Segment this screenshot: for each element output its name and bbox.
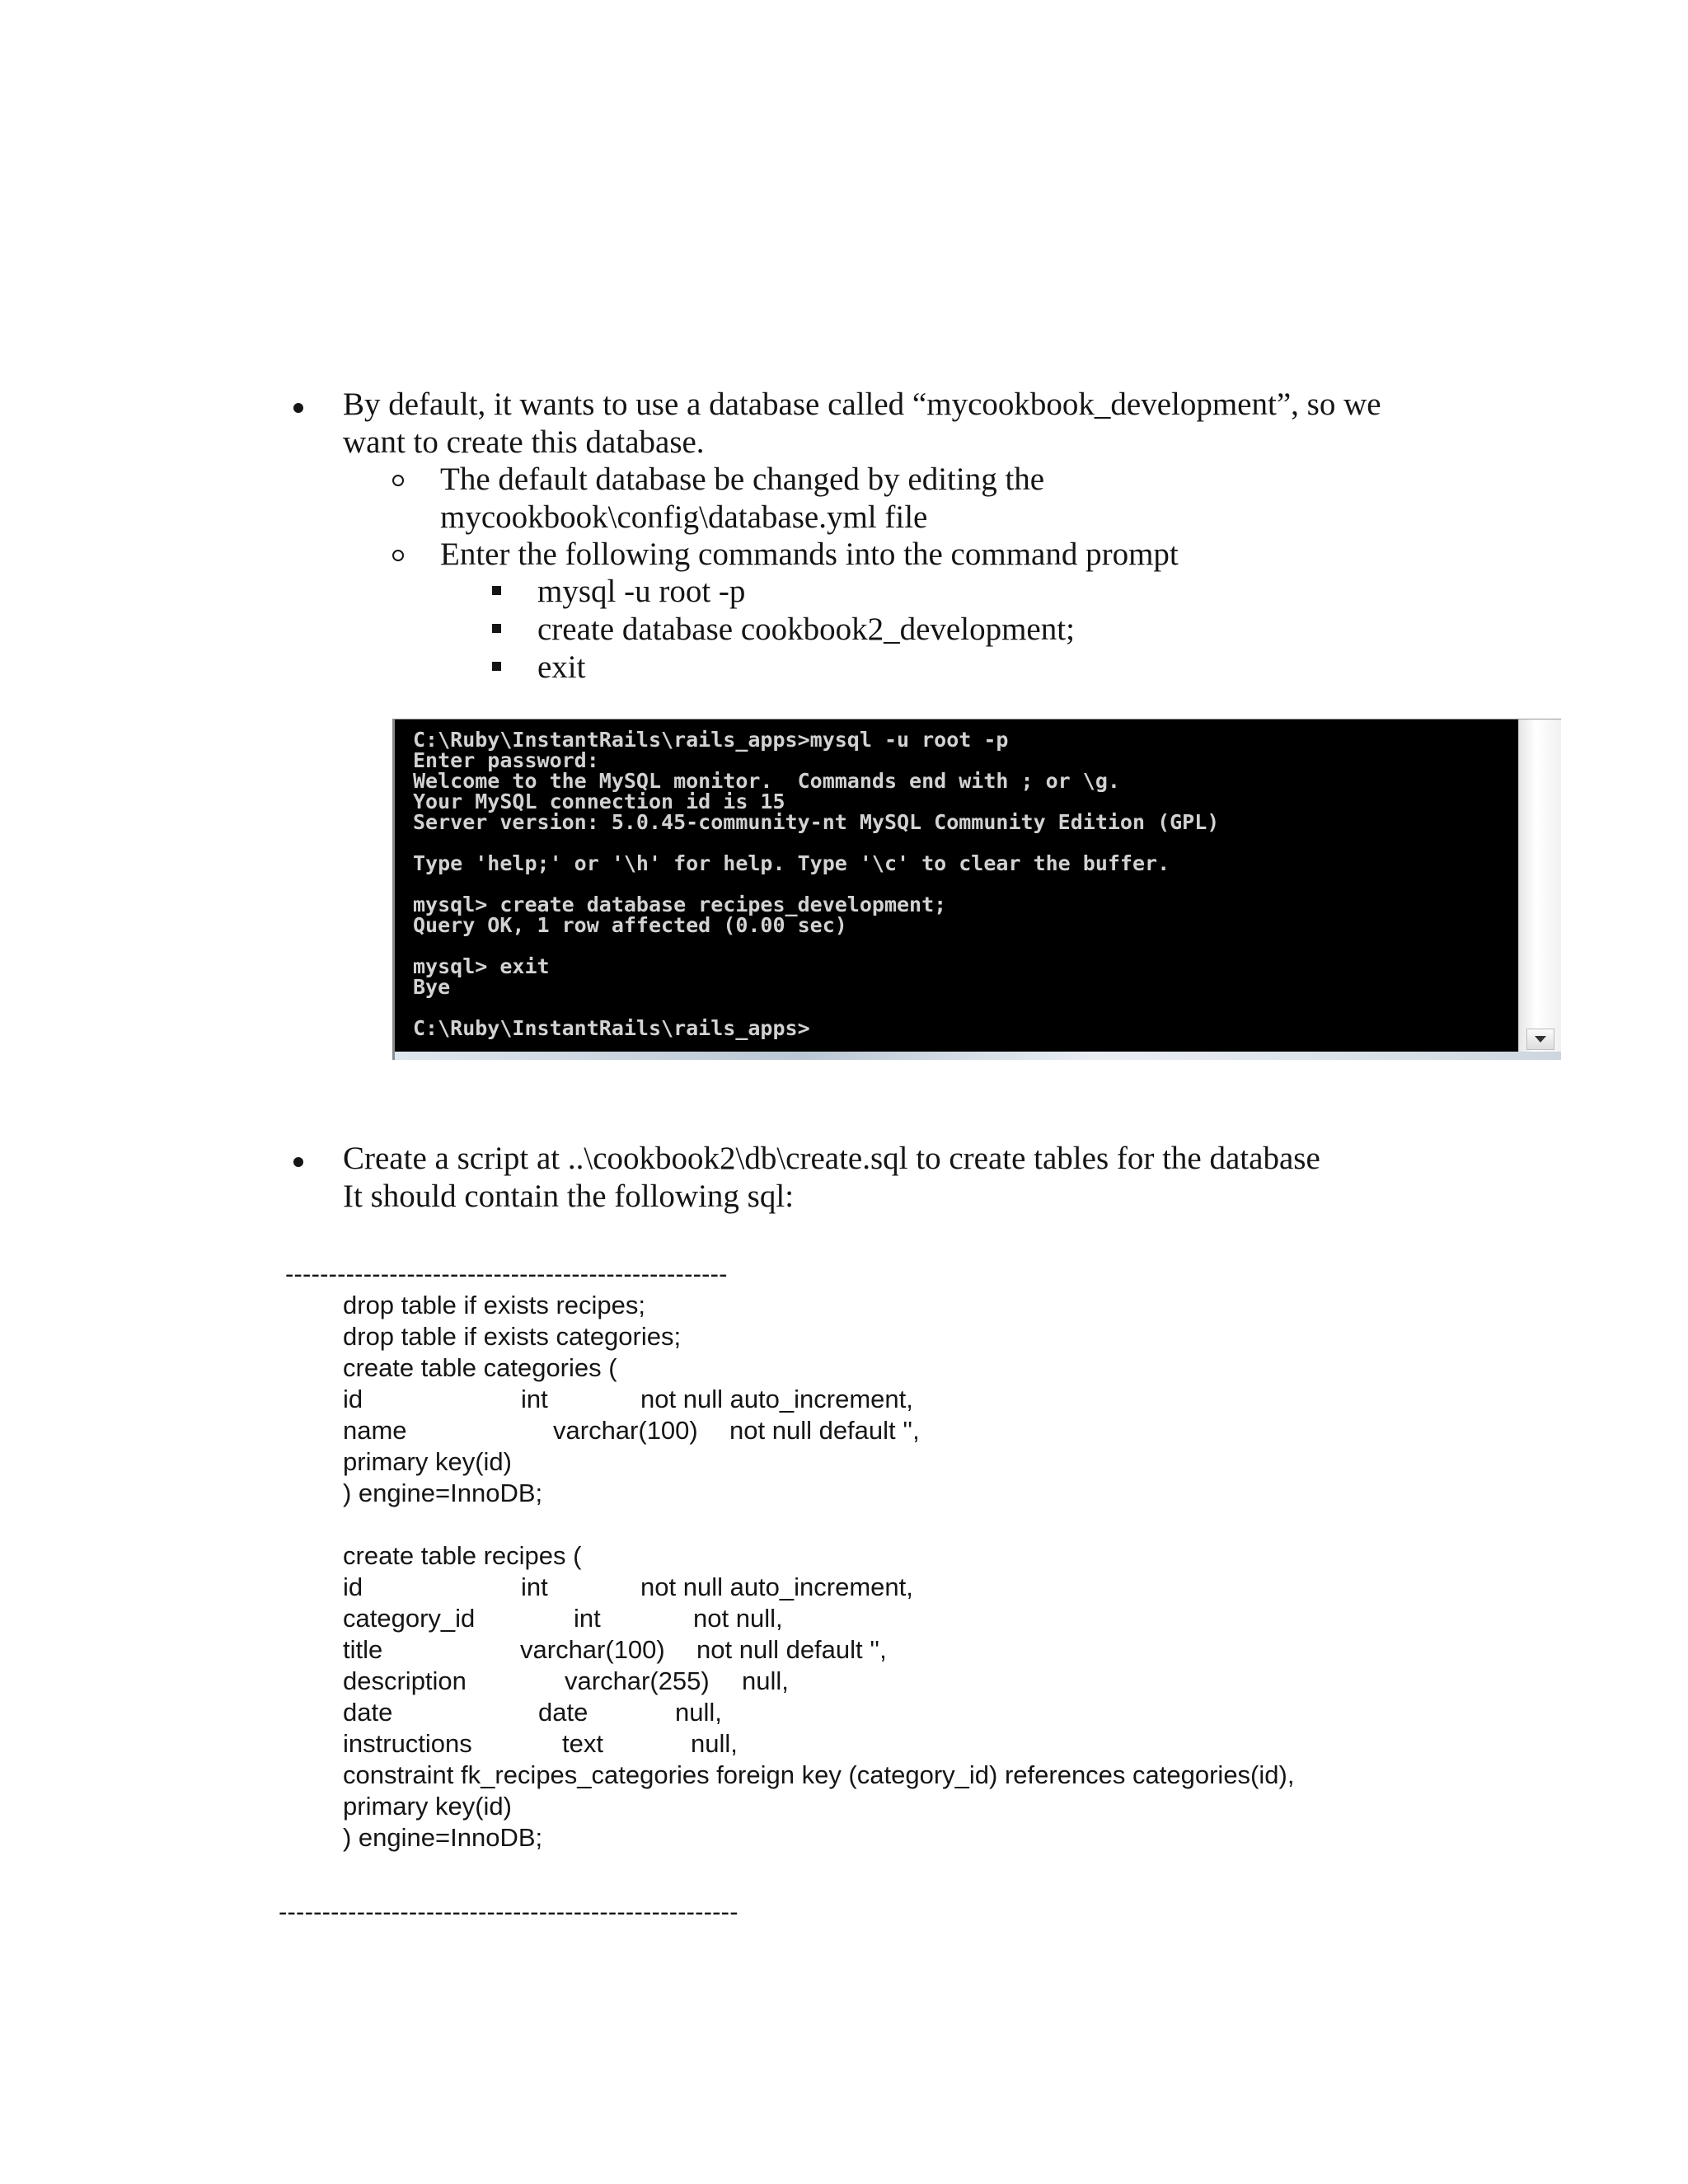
sql-foreign-key-constraint: constraint fk_recipes_categories foreign key (category_id) references categories(id), (343, 1760, 1295, 1789)
script-line-1: Create a script at ..\cookbook2\db\create.sql to create tables for the database (343, 1141, 1320, 1176)
command-3: exit (537, 649, 586, 685)
sql-column-name: name (343, 1416, 407, 1445)
bullet-square (492, 662, 501, 671)
terminal-line: Server version: 5.0.45-community-nt MySQL Community Edition (GPL) (413, 810, 1220, 834)
bullet-circle (392, 550, 404, 561)
sql-column-type: varchar(100) (520, 1635, 665, 1664)
terminal-line: mysql> exit (413, 954, 550, 978)
command-2: create database cookbook2_development; (537, 612, 1075, 647)
sql-column-type: int (574, 1604, 601, 1633)
sql-recipes-engine: ) engine=InnoDB; (343, 1823, 543, 1852)
command-prompt-screenshot (392, 719, 1561, 1060)
sql-column-type: varchar(255) (565, 1666, 710, 1695)
terminal-line: C:\Ruby\InstantRails\rails_apps>mysql -u root -p (413, 728, 1009, 752)
command-1: mysql -u root -p (537, 574, 746, 609)
bullet-disc (293, 403, 303, 413)
separator-bottom: ----------------------------------------------------- (279, 1897, 738, 1926)
bullet-square (492, 586, 501, 595)
bullet-square (492, 624, 501, 633)
subpoint-1-line-2: mycookbook\config\database.yml file (440, 499, 928, 535)
sql-column-type: varchar(100) (553, 1416, 698, 1445)
sql-column-name: description (343, 1666, 467, 1695)
sql-drop-recipes: drop table if exists recipes; (343, 1291, 646, 1319)
bullet-circle (392, 475, 404, 486)
sql-column-name: instructions (343, 1729, 472, 1758)
sql-create-recipes: create table recipes ( (343, 1541, 582, 1570)
sql-categories-primary-key: primary key(id) (343, 1447, 512, 1476)
sql-drop-categories: drop table if exists categories; (343, 1322, 682, 1351)
terminal-line: Welcome to the MySQL monitor. Commands end with ; or \g. (413, 769, 1120, 793)
intro-line-2: want to create this database. (343, 424, 705, 460)
sql-column-name: category_id (343, 1604, 476, 1633)
scroll-down-button (1526, 1029, 1554, 1050)
bullet-disc (293, 1157, 303, 1167)
terminal-line: Bye (413, 975, 451, 999)
sql-column-type: int (521, 1385, 548, 1413)
intro-line-1: By default, it wants to use a database called “mycookbook_development”, so we (343, 387, 1381, 422)
sql-column-type: date (538, 1698, 588, 1727)
terminal-line: Your MySQL connection id is 15 (413, 790, 785, 813)
terminal-line: Type 'help;' or '\h' for help. Type '\c' to clear the buffer. (413, 851, 1170, 875)
sql-column-constraint: null, (675, 1698, 722, 1727)
terminal-line: mysql> create database recipes_development; (413, 893, 947, 916)
sql-column-name: id (343, 1572, 363, 1601)
sql-column-constraint: not null auto_increment, (640, 1385, 913, 1413)
terminal-scrollbar (1518, 719, 1561, 1060)
script-line-2: It should contain the following sql: (343, 1179, 795, 1214)
sql-column-constraint: not null, (693, 1604, 783, 1633)
terminal-window-frame (395, 1052, 1561, 1060)
terminal-line: Query OK, 1 row affected (0.00 sec) (413, 913, 847, 937)
terminal-line: Enter password: (413, 748, 599, 772)
sql-recipes-primary-key: primary key(id) (343, 1792, 512, 1821)
chevron-down-icon (1535, 1036, 1546, 1043)
separator-top: --------------------------------------------------- (285, 1259, 728, 1288)
sql-column-constraint: null, (691, 1729, 738, 1758)
sql-column-name: id (343, 1385, 363, 1413)
subpoint-1-line-1: The default database be changed by editing the (440, 462, 1045, 497)
terminal-line: C:\Ruby\InstantRails\rails_apps> (413, 1016, 810, 1040)
sql-column-type: int (521, 1572, 548, 1601)
sql-create-categories: create table categories ( (343, 1353, 617, 1382)
sql-categories-engine: ) engine=InnoDB; (343, 1479, 543, 1507)
sql-column-name: date (343, 1698, 393, 1727)
sql-column-name: title (343, 1635, 383, 1664)
sql-column-type: text (562, 1729, 603, 1758)
subpoint-2: Enter the following commands into the command prompt (440, 537, 1179, 572)
sql-column-constraint: not null default '', (729, 1416, 920, 1445)
sql-column-constraint: not null auto_increment, (640, 1572, 913, 1601)
sql-column-constraint: null, (742, 1666, 789, 1695)
sql-column-constraint: not null default '', (696, 1635, 887, 1664)
